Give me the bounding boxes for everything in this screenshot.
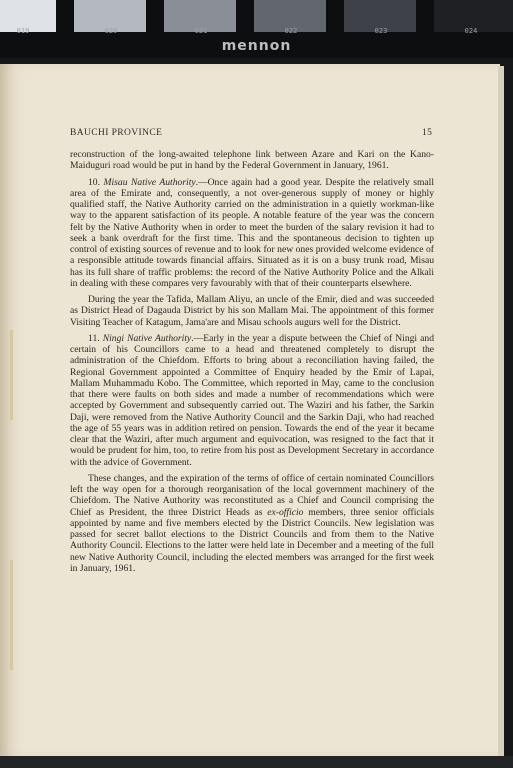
scan-background (0, 756, 513, 768)
paragraph (70, 473, 434, 574)
paragraph-text: .—Once again had a good year. Despite the relatively small area of the Emirate and, consequently, a not over-generous supply of money or highly qualified staff, the Native Authority carried on the administration in a quietly workman-like way to the apparent satisfaction of its people. A notable feature of the year was the concern felt by the Native Authority when in order to meet the burden of the salary revision it had to seek a bank overdraft for the first time. This and the spontaneous decision to tighten up control of existing sources of revenue and to look for new ones provided welcome evidence of a responsible attitude towards financial affairs. Situated as it is on a busy trunk road, Misau has its full share of traffic problems: the record of the Native Authority Police and the Alkali in dealing with these compares very favourably with that of their counterparts elsewhere. (70, 176, 434, 289)
section-heading: Misau Native Authority (103, 176, 196, 188)
brand-logo: mennon (221, 38, 292, 54)
calibration-label: 024 (464, 27, 478, 35)
calibration-label: 019 (16, 27, 30, 35)
paragraph-text: members, three senior officials appointed by name and five members elected by the District Councils. New legislation was passed for secret ballot elections to the District Councils and from them to the Native Authority Council. Elections to the latter were held late in December and a meeting of the full new Native Authority Council, including the elected members was arranged for the first week in January, 1961. (70, 506, 435, 574)
paragraph-number: 11. (88, 332, 100, 344)
running-head: BAUCHI PROVINCE (70, 128, 163, 138)
calibration-label: 020 (104, 27, 118, 35)
body-text (70, 149, 434, 579)
color-calibration-strip (0, 0, 513, 58)
paragraph-number: 10. (88, 176, 100, 188)
paragraph (70, 333, 434, 468)
paragraph-text: reconstruction of the long-awaited telephone link between Azare and Kari on the Kano-Maiduguri road would be put in hand by the Federal Government in January, 1961. (70, 149, 434, 172)
paragraph-text: During the year the Tafida, Mallam Aliyu, an uncle of the Emir, died and was succeeded as District Head of Dagauda District by his son Mallam Mai. The appointment of this former Visiting Teacher of Katagum, Jama'are and Misau schools augurs well for the District. (70, 294, 434, 328)
paragraph (70, 294, 434, 328)
paragraph (70, 149, 434, 172)
page-number: 15 (422, 128, 433, 138)
paper-stain (10, 330, 13, 420)
paragraph-text: .—Early in the year a dispute between the Chief of Ningi and certain of his Councillors came to a head and threatened completely to disrupt the administration of the Chiefdom. Efforts to bring about a reconciliation having failed, the Regional Government appointed a Committee of Enquiry headed by the Emir of Lapai, Mallam Muhammadu Kobo. The Committee, which reported in May, came to the conclusion that there were faults on both sides and made a number of recommendations which were accepted by Government and subsequently carried out. The Waziri and his father, the Sarkin Daji, were removed from the Native Authority Council and the Sarkin Daji, who had reached the age of 55 years was in addition retired on pension. Towards the end of the year it became clear that the Waziri, after much argument and equivocation, was resigned to the fact that it would be prudent for him, too, to retire from his post as Development Secretary in accordance with the advice of Government. (70, 332, 434, 468)
calibration-label: 022 (284, 27, 298, 35)
paragraph (70, 177, 434, 290)
paper-stain (10, 560, 13, 670)
paragraph-text: These changes, and the expiration of the terms of office of certain nominated Councillors left the way open for a thorough reorganisation of the local government machinery of the Chiefdom. The Native Authority was reconstituted as a Chief and Council comprising the Chief as President, the three District Heads as (70, 472, 434, 518)
section-heading: Ningi Native Authority (102, 332, 192, 344)
page-edge (498, 66, 504, 756)
italic-term: ex-officio (267, 506, 304, 518)
calibration-label: 023 (374, 27, 388, 35)
calibration-label: 021 (194, 27, 208, 35)
